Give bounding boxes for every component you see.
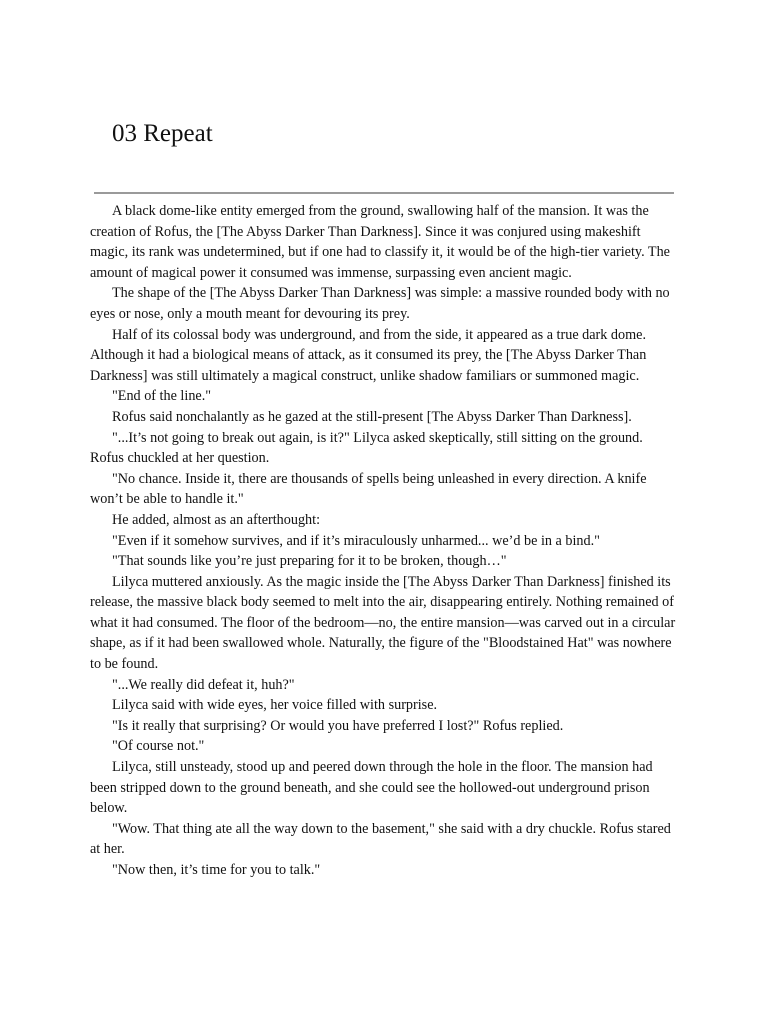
paragraph: The shape of the [The Abyss Darker Than Darkness] was simple: a massive rounded body with no eyes or nose, only a mouth meant for devouring its prey. bbox=[90, 285, 670, 322]
paragraph: A black dome-like entity emerged from the ground, swallowing half of the mansion. It was the creation of Rofus, the [The Abyss Darker Than Darkness]. Since it was conjured using makeshift magic, its rank was undetermined, but if one had to classify it, it would be of the high-tier variety. The amount of magical power it consumed was immense, surpassing even ancient magic. bbox=[90, 203, 670, 281]
chapter-title: 03 Repeat bbox=[112, 120, 213, 147]
paragraph: "Wow. That thing ate all the way down to the basement," she said with a dry chuckle. Rofus stared at her. bbox=[90, 820, 671, 858]
title-divider bbox=[94, 192, 674, 194]
paragraph: "Is it really that surprising? Or would you have preferred I lost?" Rofus replied. bbox=[112, 717, 564, 734]
paragraph: "That sounds like you’re just preparing for it to be broken, though…" bbox=[112, 553, 507, 570]
paragraph: Lilyca, still unsteady, stood up and peered down through the hole in the floor. The mansion had been stripped down to the ground beneath, and she could see the hollowed-out underground prison below. bbox=[90, 759, 653, 817]
paragraph: Lilyca muttered anxiously. As the magic inside the [The Abyss Darker Than Darkness] finished its release, the massive black body seemed to melt into the air, disappearing entirely. Nothing remained of what it had consumed. The floor of the bedroom—no, the entire mansion—was carved out in a circular shape, as if it had been swallowed whole. Naturally, the figure of the "Bloodstained Hat" was nowhere to be found. bbox=[90, 573, 676, 673]
paragraph: "...It’s not going to break out again, is it?" Lilyca asked skeptically, still sitting on the ground. Rofus chuckled at her question. bbox=[90, 429, 643, 467]
paragraph: "No chance. Inside it, there are thousands of spells being unleashed in every direction. A knife won’t be able to handle it." bbox=[90, 470, 647, 508]
paragraph: Lilyca said with wide eyes, her voice filled with surprise. bbox=[112, 697, 438, 714]
paragraph: Half of its colossal body was underground, and from the side, it appeared as a true dark dome. Although it had a biological means of attack, as it consumed its prey, the [The Abyss Darker Than Darkness] was still ultimately a magical construct, unlike shadow familiars or summoned magic. bbox=[90, 326, 647, 384]
paragraph: "Even if it somehow survives, and if it’s miraculously unharmed... we’d be in a bind." bbox=[112, 532, 600, 549]
paragraph: Rofus said nonchalantly as he gazed at the still-present [The Abyss Darker Than Darkness]. bbox=[112, 408, 632, 425]
paragraph: He added, almost as an afterthought: bbox=[112, 511, 321, 528]
paragraph: "Of course not." bbox=[112, 738, 205, 755]
paragraph: "End of the line." bbox=[112, 388, 212, 405]
paragraph: "...We really did defeat it, huh?" bbox=[112, 676, 295, 693]
body-text bbox=[90, 201, 678, 881]
paragraph: "Now then, it’s time for you to talk." bbox=[112, 862, 321, 878]
